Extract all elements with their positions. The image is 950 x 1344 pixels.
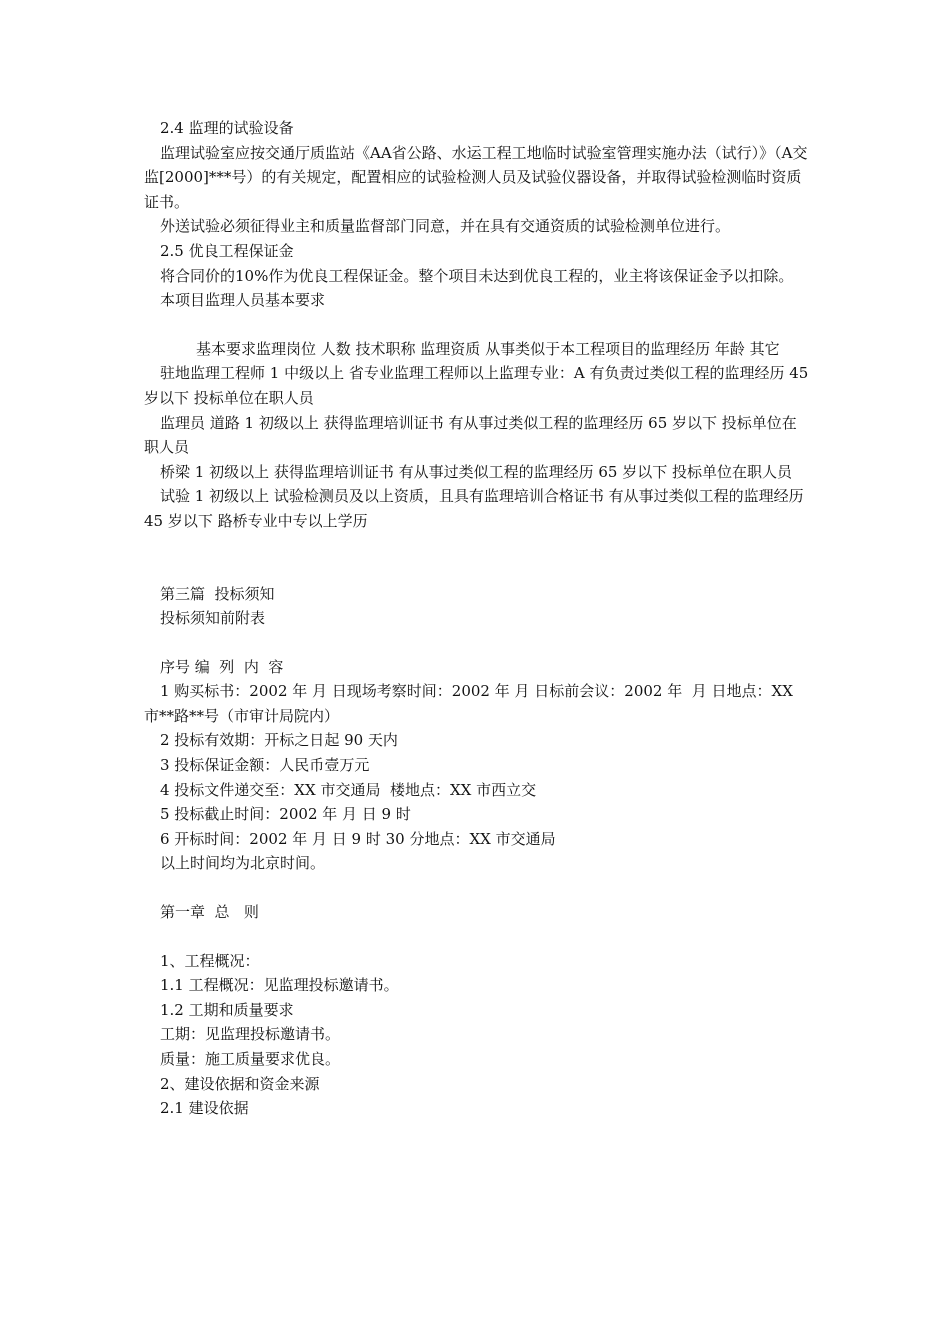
chapter-line: 1.1 工程概况：见监理投标邀请书。 — [160, 976, 399, 995]
chapter-line: 1、工程概况： — [160, 951, 260, 970]
chapter-line: 2、建设依据和资金来源 — [160, 1074, 320, 1093]
bid-table-row: 2 投标有效期：开标之日起 90 天内 — [160, 731, 398, 750]
bid-table-row: 5 投标截止时间：2002 年 月 日 9 时 — [160, 805, 411, 824]
chapter-title: 第一章 总 则 — [160, 903, 259, 922]
section-heading-2-5: 2.5 优良工程保证金 — [160, 241, 294, 260]
chapter-line: 1.2 工期和质量要求 — [160, 1000, 294, 1019]
paragraph: 监理试验室应按交通厅质监站《AA省公路、水运工程工地临时试验室管理实施办法（试行）》（A交监[2000]***号）的有关规定，配置相应的试验检测人员及试验仪器设备，并取得试验检测临时资质证书。 — [144, 143, 808, 211]
staff-table-row: 驻地监理工程师 1 中级以上 省专业监理工程师以上监理专业：A 有负责过类似工程的监理经历 45 岁以下 投标单位在职人员 — [144, 364, 814, 407]
paragraph: 将合同价的10%作为优良工程保证金。整个项目未达到优良工程的，业主将该保证金予以扣除。 — [160, 266, 794, 285]
section-heading-2-4: 2.4 监理的试验设备 — [160, 119, 294, 137]
staff-table-header: 基本要求监理岗位 人数 技术职称 监理资质 从事类似于本工程项目的监理经历 年龄 其它 — [196, 339, 780, 358]
chapter-line: 工期：见监理投标邀请书。 — [160, 1025, 341, 1044]
part-title: 第三篇 投标须知 — [160, 584, 275, 603]
part-subtitle: 投标须知前附表 — [160, 609, 266, 628]
time-note: 以上时间均为北京时间。 — [160, 854, 326, 873]
chapter-line: 质量：施工质量要求优良。 — [160, 1050, 341, 1068]
bid-table-header: 序号 编 列 内 容 — [160, 657, 284, 676]
staff-table-row: 试验 1 初级以上 试验检测员及以上资质，且具有监理培训合格证书 有从事过类似工程的监理经历 45 岁以下 路桥专业中专以上学历 — [144, 487, 809, 530]
paragraph: 外送试验必须征得业主和质量监督部门同意，并在具有交通资质的试验检测单位进行。 — [160, 217, 731, 236]
document-body — [144, 116, 814, 1121]
bid-table-row: 4 投标文件递交至：XX 市交通局 楼地点：XX 市西立交 — [160, 780, 537, 799]
staff-requirements-heading: 本项目监理人员基本要求 — [160, 291, 326, 310]
bid-table-row: 1 购买标书：2002 年 月 日现场考察时间：2002 年 月 日标前会议：2002 年 月 日地点：XX 市**路**号（市审计局院内） — [144, 682, 798, 725]
bid-table-row: 6 开标时间：2002 年 月 日 9 时 30 分地点：XX 市交通局 — [160, 829, 556, 848]
bid-table-row: 3 投标保证金额：人民币壹万元 — [160, 756, 370, 775]
chapter-line: 2.1 建设依据 — [160, 1099, 249, 1118]
staff-table-row: 监理员 道路 1 初级以上 获得监理培训证书 有从事过类似工程的监理经历 65 岁以下 投标单位在职人员 — [144, 413, 797, 457]
staff-table-row: 桥梁 1 初级以上 获得监理培训证书 有从事过类似工程的监理经历 65 岁以下 投标单位在职人员 — [160, 462, 793, 481]
